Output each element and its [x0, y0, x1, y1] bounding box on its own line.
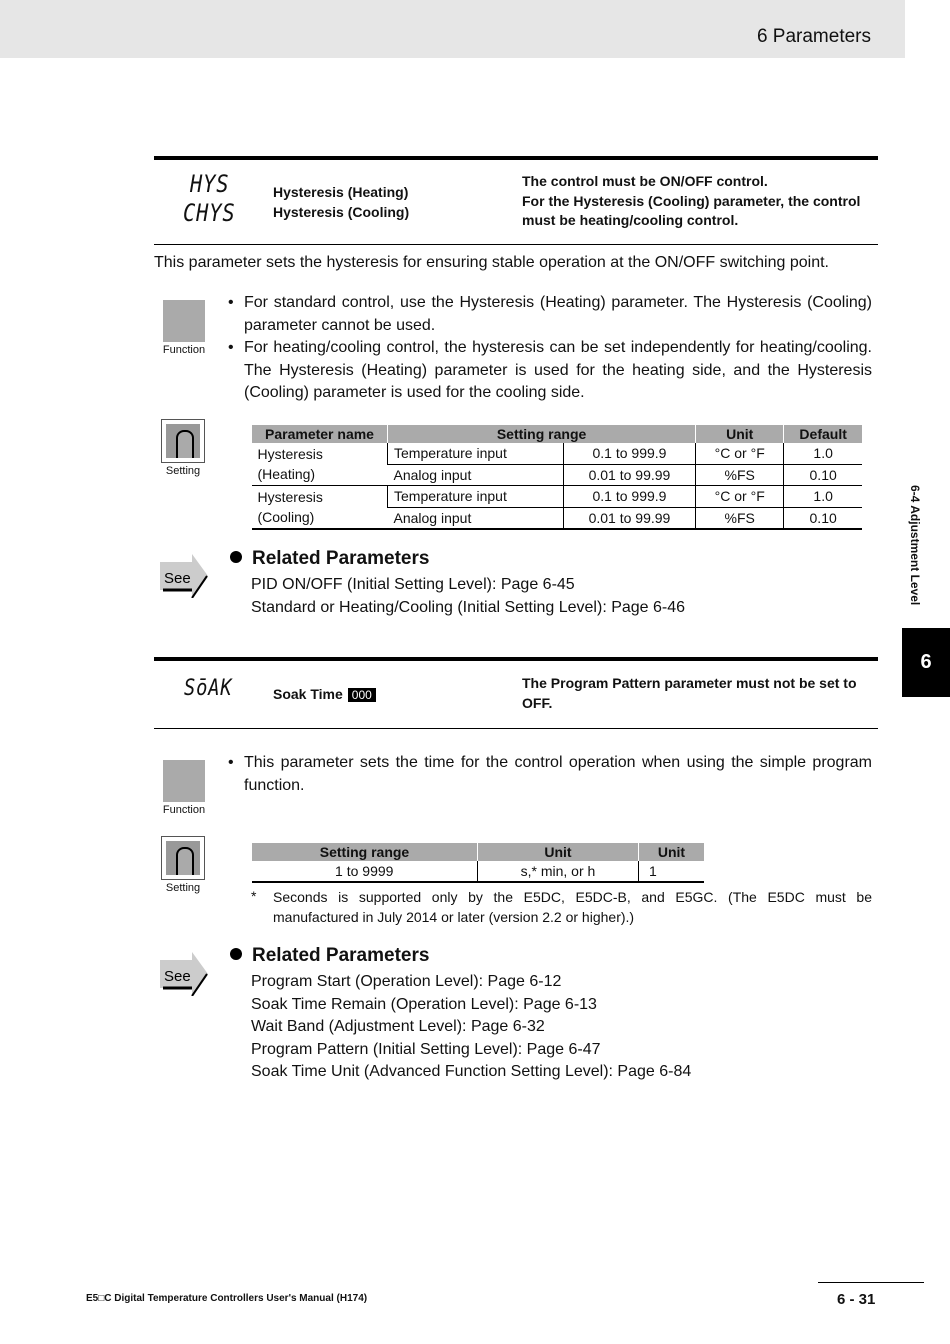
cell: Hysteresis (Heating): [252, 443, 388, 486]
intro-text: This parameter sets the hysteresis for ensuring stable operation at the ON/OFF switching point.: [154, 254, 829, 271]
page-number: 6 - 31: [837, 1291, 876, 1308]
icon-label: Function: [162, 344, 206, 356]
function-icon: [160, 760, 208, 816]
display-code-hys: HYS: [190, 170, 230, 198]
section-side-label: 6-4 Adjustment Level: [908, 485, 922, 606]
section-title: 6 Parameters: [756, 26, 871, 47]
related-link[interactable]: Wait Band (Adjustment Level): Page 6-32: [251, 1018, 545, 1035]
bullet: • This parameter sets the time for the control operation when using the simple program function.: [228, 752, 872, 797]
cell: 0.10: [784, 507, 862, 529]
related-link[interactable]: Program Start (Operation Level): Page 6-12: [251, 973, 562, 990]
condition: [522, 172, 878, 231]
footnote: Seconds is supported only by the E5DC, E5DC-B, and E5GC. (The E5DC must be manufactured in July 2014 or later (version 2.2 or higher).): [273, 889, 872, 925]
icon-label: Function: [162, 804, 206, 816]
divider: [154, 657, 878, 661]
related-list: [251, 971, 691, 1084]
th: Default: [784, 425, 862, 443]
icon-label: Setting: [165, 882, 201, 894]
related-link[interactable]: Soak Time Remain (Operation Level): Page 6-13: [251, 995, 597, 1013]
cell: %FS: [696, 507, 784, 529]
cell: 0.10: [784, 464, 862, 485]
related-link[interactable]: Soak Time Unit (Advanced Function Setting Level): Page 6-84: [251, 1063, 692, 1080]
function-list: [228, 752, 872, 797]
icon-label: Setting: [165, 465, 201, 477]
condition: The Program Pattern parameter must not be set to OFF.: [522, 675, 857, 711]
display-code-soak: SōAK: [184, 676, 233, 701]
cell: 0.01 to 99.99: [563, 464, 695, 485]
th: Unit: [696, 425, 784, 443]
related-link[interactable]: Program Pattern (Initial Setting Level): Page 6-47: [251, 1040, 601, 1058]
footnote-mark: *: [251, 888, 257, 904]
cell: Temperature input: [388, 443, 564, 464]
chapter-tab: 6: [902, 628, 950, 697]
cell: 1: [638, 861, 704, 882]
th: Unit: [638, 843, 704, 861]
related-list: [251, 574, 685, 619]
divider: [818, 1282, 924, 1283]
th: Setting range: [388, 425, 696, 443]
see-icon: [160, 554, 210, 598]
function-icon: [160, 300, 208, 356]
footer-title: E5□C Digital Temperature Controllers User's Manual (H174): [86, 1293, 368, 1304]
setting-icon: [159, 419, 207, 477]
parameter-names: [273, 183, 409, 222]
condition-text: For the Hysteresis (Cooling) parameter, the control must be heating/cooling control.: [522, 192, 861, 228]
default-badge: 000: [348, 688, 376, 702]
cell: s,* min, or h: [478, 861, 639, 882]
bullet: • For heating/cooling control, the hysteresis can be set independently for heating/cooling. The Hysteresis (Heating) parameter is used for the heating side, and the Hysteresis (Cooling) parameter is used for the cooling side.: [228, 337, 872, 405]
param-name: Hysteresis (Cooling): [273, 203, 410, 220]
function-list: [228, 292, 872, 405]
cell: Analog input: [388, 507, 564, 529]
cell: 1.0: [784, 443, 862, 464]
svg-text:See: See: [164, 968, 191, 985]
param-name: Hysteresis (Heating): [273, 184, 409, 200]
settings-table: [251, 843, 704, 883]
divider: [154, 728, 878, 729]
page-header: [0, 0, 905, 58]
see-icon: [160, 952, 210, 996]
cell: 0.1 to 999.9: [563, 486, 695, 508]
cell: Hysteresis (Cooling): [252, 486, 388, 530]
display-code-chys: CHYS: [183, 199, 236, 227]
divider: [154, 156, 878, 160]
cell: Analog input: [388, 464, 564, 485]
cell: °C or °F: [696, 443, 784, 464]
cell: 1 to 9999: [252, 861, 478, 882]
divider: [154, 244, 878, 245]
settings-table: [251, 425, 862, 530]
related-link[interactable]: Standard or Heating/Cooling (Initial Setting Level): Page 6-46: [251, 598, 686, 616]
related-parameters-heading: Related Parameters: [230, 945, 429, 967]
th: Setting range: [252, 843, 478, 861]
th: Unit: [478, 843, 639, 861]
cell: 0.1 to 999.9: [563, 443, 695, 464]
condition-text: The control must be ON/OFF control.: [522, 173, 768, 189]
param-name: [273, 686, 376, 702]
svg-text:See: See: [164, 570, 191, 587]
cell: Temperature input: [388, 486, 564, 508]
table-row: [252, 443, 863, 464]
related-link[interactable]: PID ON/OFF (Initial Setting Level): Page 6-45: [251, 576, 575, 593]
param-name-text: Soak Time: [273, 686, 343, 702]
cell: 1.0: [784, 486, 862, 508]
th: Parameter name: [252, 425, 388, 443]
cell: °C or °F: [696, 486, 784, 508]
bullet: • For standard control, use the Hysteresis (Heating) parameter. The Hysteresis (Cooling) parameter cannot be used.: [228, 292, 872, 337]
cell: %FS: [696, 464, 784, 485]
cell: 0.01 to 99.99: [563, 507, 695, 529]
setting-icon: [159, 836, 207, 894]
table-row: [252, 861, 705, 882]
table-row: [252, 486, 863, 508]
related-parameters-heading: Related Parameters: [230, 548, 429, 570]
